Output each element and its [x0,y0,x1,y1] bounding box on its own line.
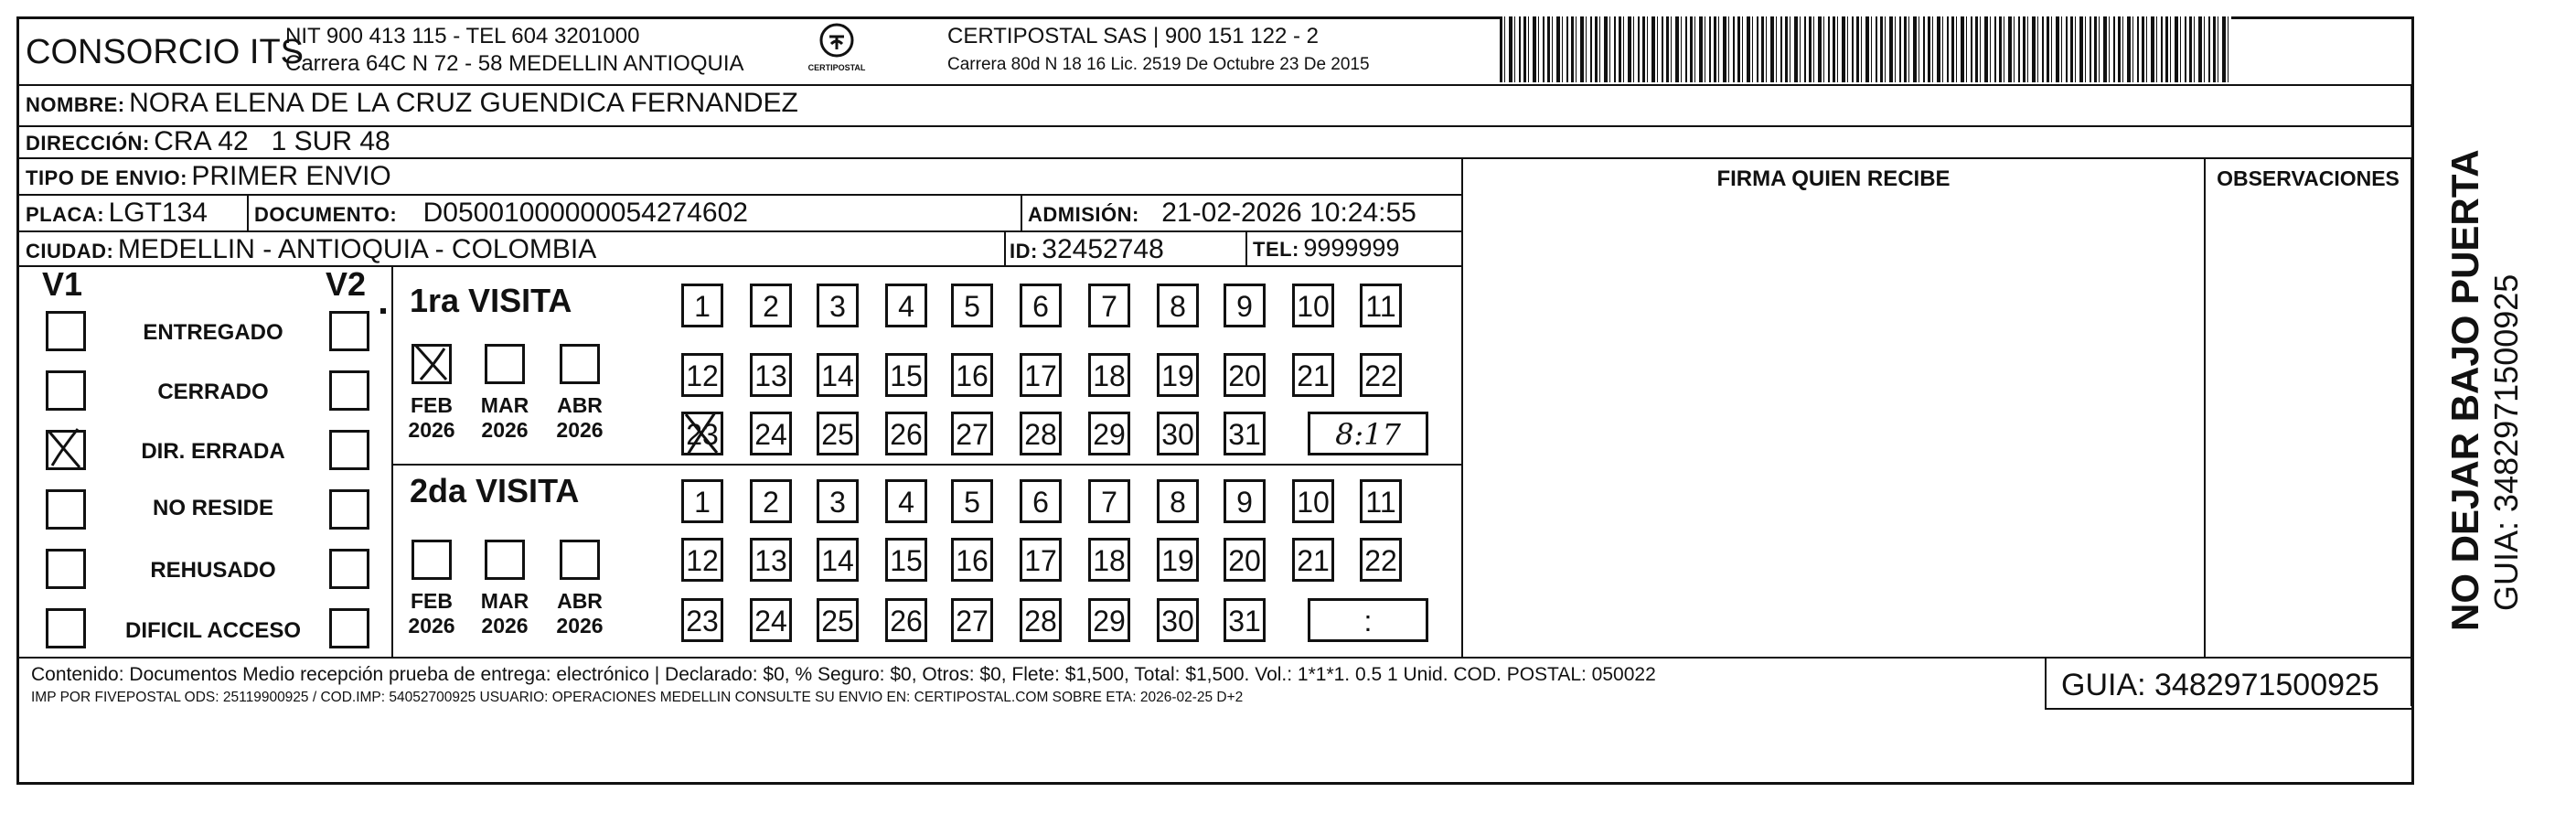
logo-text: CERTIPOSTAL [807,63,866,72]
tipo-row [26,161,391,192]
placa-label: PLACA: [26,203,105,226]
first-visit-day-6-box[interactable]: 6 [1020,284,1062,327]
second-visit-day-20-box[interactable]: 20 [1224,538,1266,582]
second-visit-month-feb: FEB 2026 [408,589,455,637]
v2-checkbox-rehusado[interactable] [329,549,369,589]
second-visit-day-13-box[interactable]: 13 [750,538,792,582]
footer-guia: GUIA: 3482971500925 [2061,668,2379,702]
second-visit-day-19-box[interactable]: 19 [1157,538,1199,582]
admision-field [1028,198,1416,229]
second-visit-day-2-box[interactable]: 2 [750,479,792,523]
second-visit-day-11-box[interactable]: 11 [1360,479,1402,523]
documento-label: DOCUMENTO: [254,203,398,226]
documento-value: D05001000000054274602 [422,198,748,228]
side-guia: GUIA: 3482971500925 [2487,273,2525,611]
second-visit-day-14-box[interactable]: 14 [817,538,859,582]
v1-checkbox-entregado[interactable] [46,311,86,351]
placa-value: LGT134 [108,198,208,228]
first-visit-day-15-box[interactable]: 15 [885,353,927,397]
second-visit-month-abr-checkbox[interactable] [560,540,600,580]
direccion-row [26,126,390,157]
ciudad-value: MEDELLIN - ANTIOQUIA - COLOMBIA [117,234,597,264]
second-visit-day-7-box[interactable]: 7 [1088,479,1130,523]
first-visit-day-21-box[interactable]: 21 [1292,353,1334,397]
first-visit-month-mar: MAR 2026 [480,393,529,442]
first-visit-month-mar-checkbox[interactable] [485,344,525,384]
v1-checkbox-rehusado[interactable] [46,549,86,589]
status-label-rehusado: REHUSADO [150,558,276,583]
first-visit-day-31-box[interactable]: 31 [1224,412,1266,455]
first-visit-day-9-box[interactable]: 9 [1224,284,1266,327]
first-visit-day-22-box[interactable]: 22 [1360,353,1402,397]
side-warning: NO DEJAR BAJO PUERTA [2443,149,2486,631]
first-visit-time-box[interactable]: 8:17 [1308,412,1428,455]
handwritten-x-mark-icon [412,341,452,381]
second-visit-day-22-box[interactable]: 22 [1360,538,1402,582]
second-visit-day-24-box[interactable]: 24 [750,598,792,642]
observaciones-label: OBSERVACIONES [2217,166,2400,190]
direccion-label: DIRECCIÓN: [26,132,150,155]
second-visit-day-26-box[interactable]: 26 [885,598,927,642]
second-visit-day-5-box[interactable]: 5 [951,479,993,523]
second-visit-day-31-box[interactable]: 31 [1224,598,1266,642]
certipostal-logo [805,22,869,80]
first-visit-day-2-box[interactable]: 2 [750,284,792,327]
handwritten-x-mark-icon [45,425,85,471]
nombre-value: NORA ELENA DE LA CRUZ GUENDICA FERNANDEZ [129,88,798,118]
v1-checkbox-no-reside[interactable] [46,489,86,530]
second-visit-day-6-box[interactable]: 6 [1020,479,1062,523]
tel-label: TEL: [1253,238,1299,261]
first-visit-day-14-box[interactable]: 14 [817,353,859,397]
status-label-dificil-acceso: DIFICIL ACCESO [124,618,301,643]
id-value: 32452748 [1042,234,1164,264]
first-visit-day-10-box[interactable]: 10 [1292,284,1334,327]
second-visit-month-mar-checkbox[interactable] [485,540,525,580]
first-visit-day-4-box[interactable]: 4 [885,284,927,327]
v1-checkbox-dir-errada[interactable] [46,430,86,470]
second-visit-day-18-box[interactable]: 18 [1088,538,1130,582]
first-visit-title: 1ra VISITA [410,282,572,319]
courier-line1: CERTIPOSTAL SAS | 900 151 122 - 2 [947,24,1319,48]
first-visit-day-27-box[interactable]: 27 [951,412,993,455]
second-visit-month-abr: ABR 2026 [556,589,604,637]
handwritten-x-mark-icon [680,409,722,458]
company-line1: NIT 900 413 115 - TEL 604 3201000 [285,24,640,48]
tipo-label: TIPO DE ENVIO: [26,166,187,189]
second-visit-day-23-box[interactable]: 23 [681,598,723,642]
first-visit-day-18-box[interactable]: 18 [1088,353,1130,397]
first-visit-day-5-box[interactable]: 5 [951,284,993,327]
admision-label: ADMISIÓN: [1028,203,1139,226]
second-visit-day-9-box[interactable]: 9 [1224,479,1266,523]
status-label-entregado: ENTREGADO [143,320,283,345]
second-visit-day-30-box[interactable]: 30 [1157,598,1199,642]
tel-field [1253,234,1399,262]
second-visit-day-17-box[interactable]: 17 [1020,538,1062,582]
first-visit-month-feb: FEB 2026 [408,393,455,442]
second-visit-month-feb-checkbox[interactable] [412,540,452,580]
first-visit-day-7-box[interactable]: 7 [1088,284,1130,327]
v2-checkbox-no-reside[interactable] [329,489,369,530]
first-visit-day-19-box[interactable]: 19 [1157,353,1199,397]
company-name: CONSORCIO ITS [26,33,305,71]
first-visit-day-16-box[interactable]: 16 [951,353,993,397]
second-visit-month-mar: MAR 2026 [480,589,529,637]
second-visit-day-12-box[interactable]: 12 [681,538,723,582]
admision-value: 21-02-2026 10:24:55 [1161,198,1416,228]
first-visit-month-feb-checkbox[interactable] [412,344,452,384]
ciudad-field [26,234,596,265]
ciudad-label: CIUDAD: [26,240,114,262]
v2-label: V2 [326,265,367,303]
second-visit-day-21-box[interactable]: 21 [1292,538,1334,582]
second-visit-day-16-box[interactable]: 16 [951,538,993,582]
first-visit-day-28-box[interactable]: 28 [1020,412,1062,455]
first-visit-day-24-box[interactable]: 24 [750,412,792,455]
dot [380,308,386,314]
firma-label: FIRMA QUIEN RECIBE [1716,166,1951,191]
first-visit-day-8-box[interactable]: 8 [1157,284,1199,327]
tel-value: 9999999 [1303,234,1400,262]
company-line2: Carrera 64C N 72 - 58 MEDELLIN ANTIOQUIA [285,51,744,76]
first-visit-day-3-box[interactable]: 3 [817,284,859,327]
first-visit-month-abr-checkbox[interactable] [560,344,600,384]
first-visit-day-20-box[interactable]: 20 [1224,353,1266,397]
second-visit-day-1-box[interactable]: 1 [681,479,723,523]
footer-print-info: IMP POR FIVEPOSTAL ODS: 25119900925 / COD.IMP: 54052700925 USUARIO: OPERACIONES MEDELLIN CONSULTE SU ENVIO EN: CERTIPOSTAL.COM SOBRE ETA: 2026-02-25 D+2 [31,690,1244,705]
placa-field [26,198,208,229]
second-visit-day-3-box[interactable]: 3 [817,479,859,523]
second-visit-day-8-box[interactable]: 8 [1157,479,1199,523]
status-label-dir-errada: DIR. ERRADA [141,439,285,464]
first-visit-day-17-box[interactable]: 17 [1020,353,1062,397]
id-field [1010,234,1164,265]
status-label-cerrado: CERRADO [157,380,269,404]
v1-label: V1 [42,265,83,303]
logo-icon [818,22,855,59]
tipo-value: PRIMER ENVIO [191,161,391,191]
v1-checkbox-dificil-acceso[interactable] [46,608,86,648]
second-visit-day-28-box[interactable]: 28 [1020,598,1062,642]
first-visit-day-13-box[interactable]: 13 [750,353,792,397]
second-visit-day-29-box[interactable]: 29 [1088,598,1130,642]
first-visit-day-29-box[interactable]: 29 [1088,412,1130,455]
barcode [1500,16,2231,82]
v2-checkbox-entregado[interactable] [329,311,369,351]
first-visit-day-12-box[interactable]: 12 [681,353,723,397]
documento-field [254,198,748,229]
v2-checkbox-dificil-acceso[interactable] [329,608,369,648]
nombre-label: NOMBRE: [26,93,125,116]
second-visit-title: 2da VISITA [410,472,580,509]
status-label-no-reside: NO RESIDE [152,496,274,520]
direccion-value: CRA 42 1 SUR 48 [154,126,390,156]
v2-checkbox-dir-errada[interactable] [329,430,369,470]
second-visit-day-27-box[interactable]: 27 [951,598,993,642]
second-visit-day-4-box[interactable]: 4 [885,479,927,523]
first-visit-month-abr: ABR 2026 [556,393,604,442]
footer-contents: Contenido: Documentos Medio recepción prueba de entrega: electrónico | Declarado: $0, % Seguro: $0, Otros: $0, Flete: $1,500, Total: $1,500. Vol.: 1*1*1. 0.5 1 Unid. COD. POSTAL: 050022 [31,664,1656,685]
courier-line2: Carrera 80d N 18 16 Lic. 2519 De Octubre 23 De 2015 [947,55,1370,74]
first-visit-day-23-box[interactable]: 23 [681,412,723,455]
v2-checkbox-cerrado[interactable] [329,370,369,411]
first-visit-day-26-box[interactable]: 26 [885,412,927,455]
id-label: ID: [1010,240,1038,262]
nombre-row [26,88,798,119]
first-visit-day-25-box[interactable]: 25 [817,412,859,455]
second-visit-day-10-box[interactable]: 10 [1292,479,1334,523]
v1-checkbox-cerrado[interactable] [46,370,86,411]
second-visit-day-25-box[interactable]: 25 [817,598,859,642]
first-visit-day-30-box[interactable]: 30 [1157,412,1199,455]
first-visit-day-1-box[interactable]: 1 [681,284,723,327]
first-visit-day-11-box[interactable]: 11 [1360,284,1402,327]
second-visit-time-box[interactable]: : [1308,598,1428,642]
second-visit-day-15-box[interactable]: 15 [885,538,927,582]
